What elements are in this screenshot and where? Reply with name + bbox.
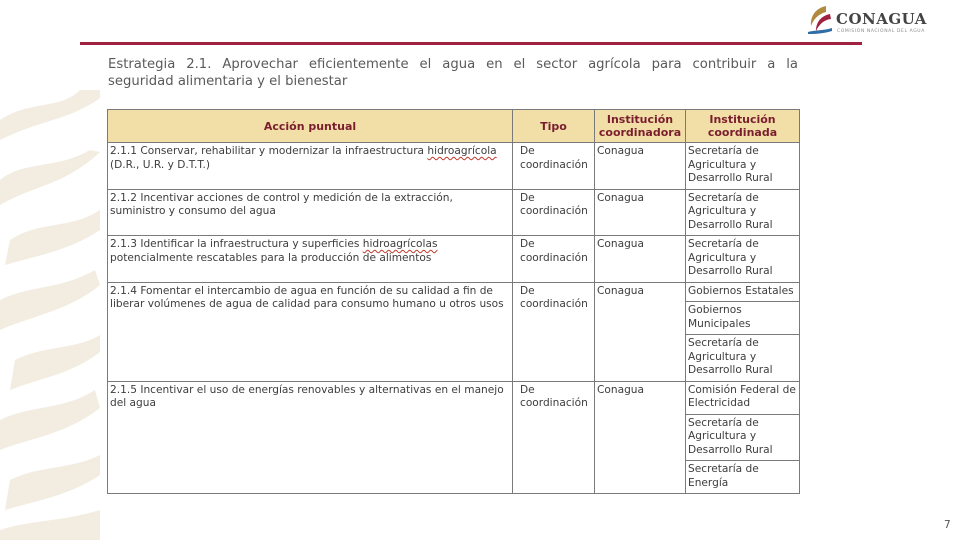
coordinada-item: Secretaría de Agricultura y Desarrollo Rural (688, 191, 773, 231)
coordinadora-cell: Conagua (595, 143, 686, 190)
tipo-cell: De coordinación (513, 236, 595, 283)
conagua-logo (804, 4, 950, 38)
accion-text: 2.1.1 Conservar, rehabilitar y modernizar la infraestructura (110, 145, 428, 157)
coordinada-item: Secretaría de Agricultura y Desarrollo Rural (686, 334, 799, 381)
accion-cell (108, 189, 513, 236)
header-coordinada: Institución coordinada (686, 110, 800, 143)
table-row (108, 189, 800, 236)
coordinada-item: Secretaría de Agricultura y Desarrollo Rural (686, 414, 799, 461)
tipo-cell: De coordinación (513, 143, 595, 190)
accion-text: 2.1.5 Incentivar el uso de energías renovables y alternativas en el manejo del agua (110, 383, 504, 409)
header-coordinadora: Institución coordinadora (595, 110, 686, 143)
coordinada-cell (686, 236, 800, 283)
accion-text: (D.R., U.R. y D.T.T.) (110, 158, 211, 171)
conagua-emblem-icon (804, 4, 834, 36)
actions-table (107, 109, 800, 494)
tipo-cell: De coordinación (513, 282, 595, 381)
coordinada-cell (686, 143, 800, 190)
coordinadora-cell: Conagua (595, 236, 686, 283)
coordinada-cell (686, 189, 800, 236)
accion-cell (108, 236, 513, 283)
coordinada-item: Secretaría de Energía (686, 460, 799, 493)
table-row (108, 381, 800, 494)
header-tipo: Tipo (513, 110, 595, 143)
coordinada-cell (686, 381, 800, 494)
logo-subtitle: COMISIÓN NACIONAL DEL AGUA (837, 29, 925, 34)
header-accion: Acción puntual (108, 110, 513, 143)
coordinada-item: Gobiernos Municipales (686, 301, 799, 334)
header-rule (80, 42, 862, 45)
table-header-row (108, 110, 800, 143)
coordinadora-cell: Conagua (595, 189, 686, 236)
accion-cell (108, 381, 513, 494)
heading-line-1: Estrategia 2.1. Aprovechar eficientemente el agua en el sector agrícola para contribuir a la (108, 57, 798, 72)
table-row (108, 236, 800, 283)
tipo-cell: De coordinación (513, 189, 595, 236)
coordinada-item: Secretaría de Agricultura y Desarrollo Rural (688, 238, 773, 277)
background-ornament (0, 90, 100, 540)
tipo-cell: De coordinación (513, 381, 595, 494)
coordinadora-cell: Conagua (595, 381, 686, 494)
accion-text: 2.1.2 Incentivar acciones de control y medición de la extracción, suministro y consumo del agua (110, 191, 453, 217)
accion-text-flagged: hidroagrícola (427, 145, 497, 157)
accion-text-flagged: hidroagrícolas (362, 238, 438, 250)
heading-line-2: seguridad alimentaria y el bienestar (108, 74, 348, 89)
coordinada-cell (686, 282, 800, 381)
accion-cell (108, 282, 513, 381)
accion-text: 2.1.4 Fomentar el intercambio de agua en función de su calidad a fin de liberar volúmenes de agua de calidad para consumo humano u otros usos (110, 284, 504, 310)
coordinada-item: Gobiernos Estatales (688, 284, 794, 297)
table-row (108, 143, 800, 190)
coordinadora-cell: Conagua (595, 282, 686, 381)
accion-text: 2.1.3 Identificar la infraestructura y superficies (110, 238, 363, 250)
page-number: 7 (944, 519, 951, 531)
coordinada-item: Comisión Federal de Electricidad (688, 383, 796, 409)
accion-cell (108, 143, 513, 190)
logo-wordmark: CONAGUA (836, 10, 927, 28)
accion-text: potencialmente rescatables para la producción de alimentos (110, 251, 432, 264)
table-row (108, 282, 800, 381)
strategy-heading (108, 56, 798, 90)
coordinada-item: Secretaría de Agricultura y Desarrollo Rural (688, 145, 773, 184)
